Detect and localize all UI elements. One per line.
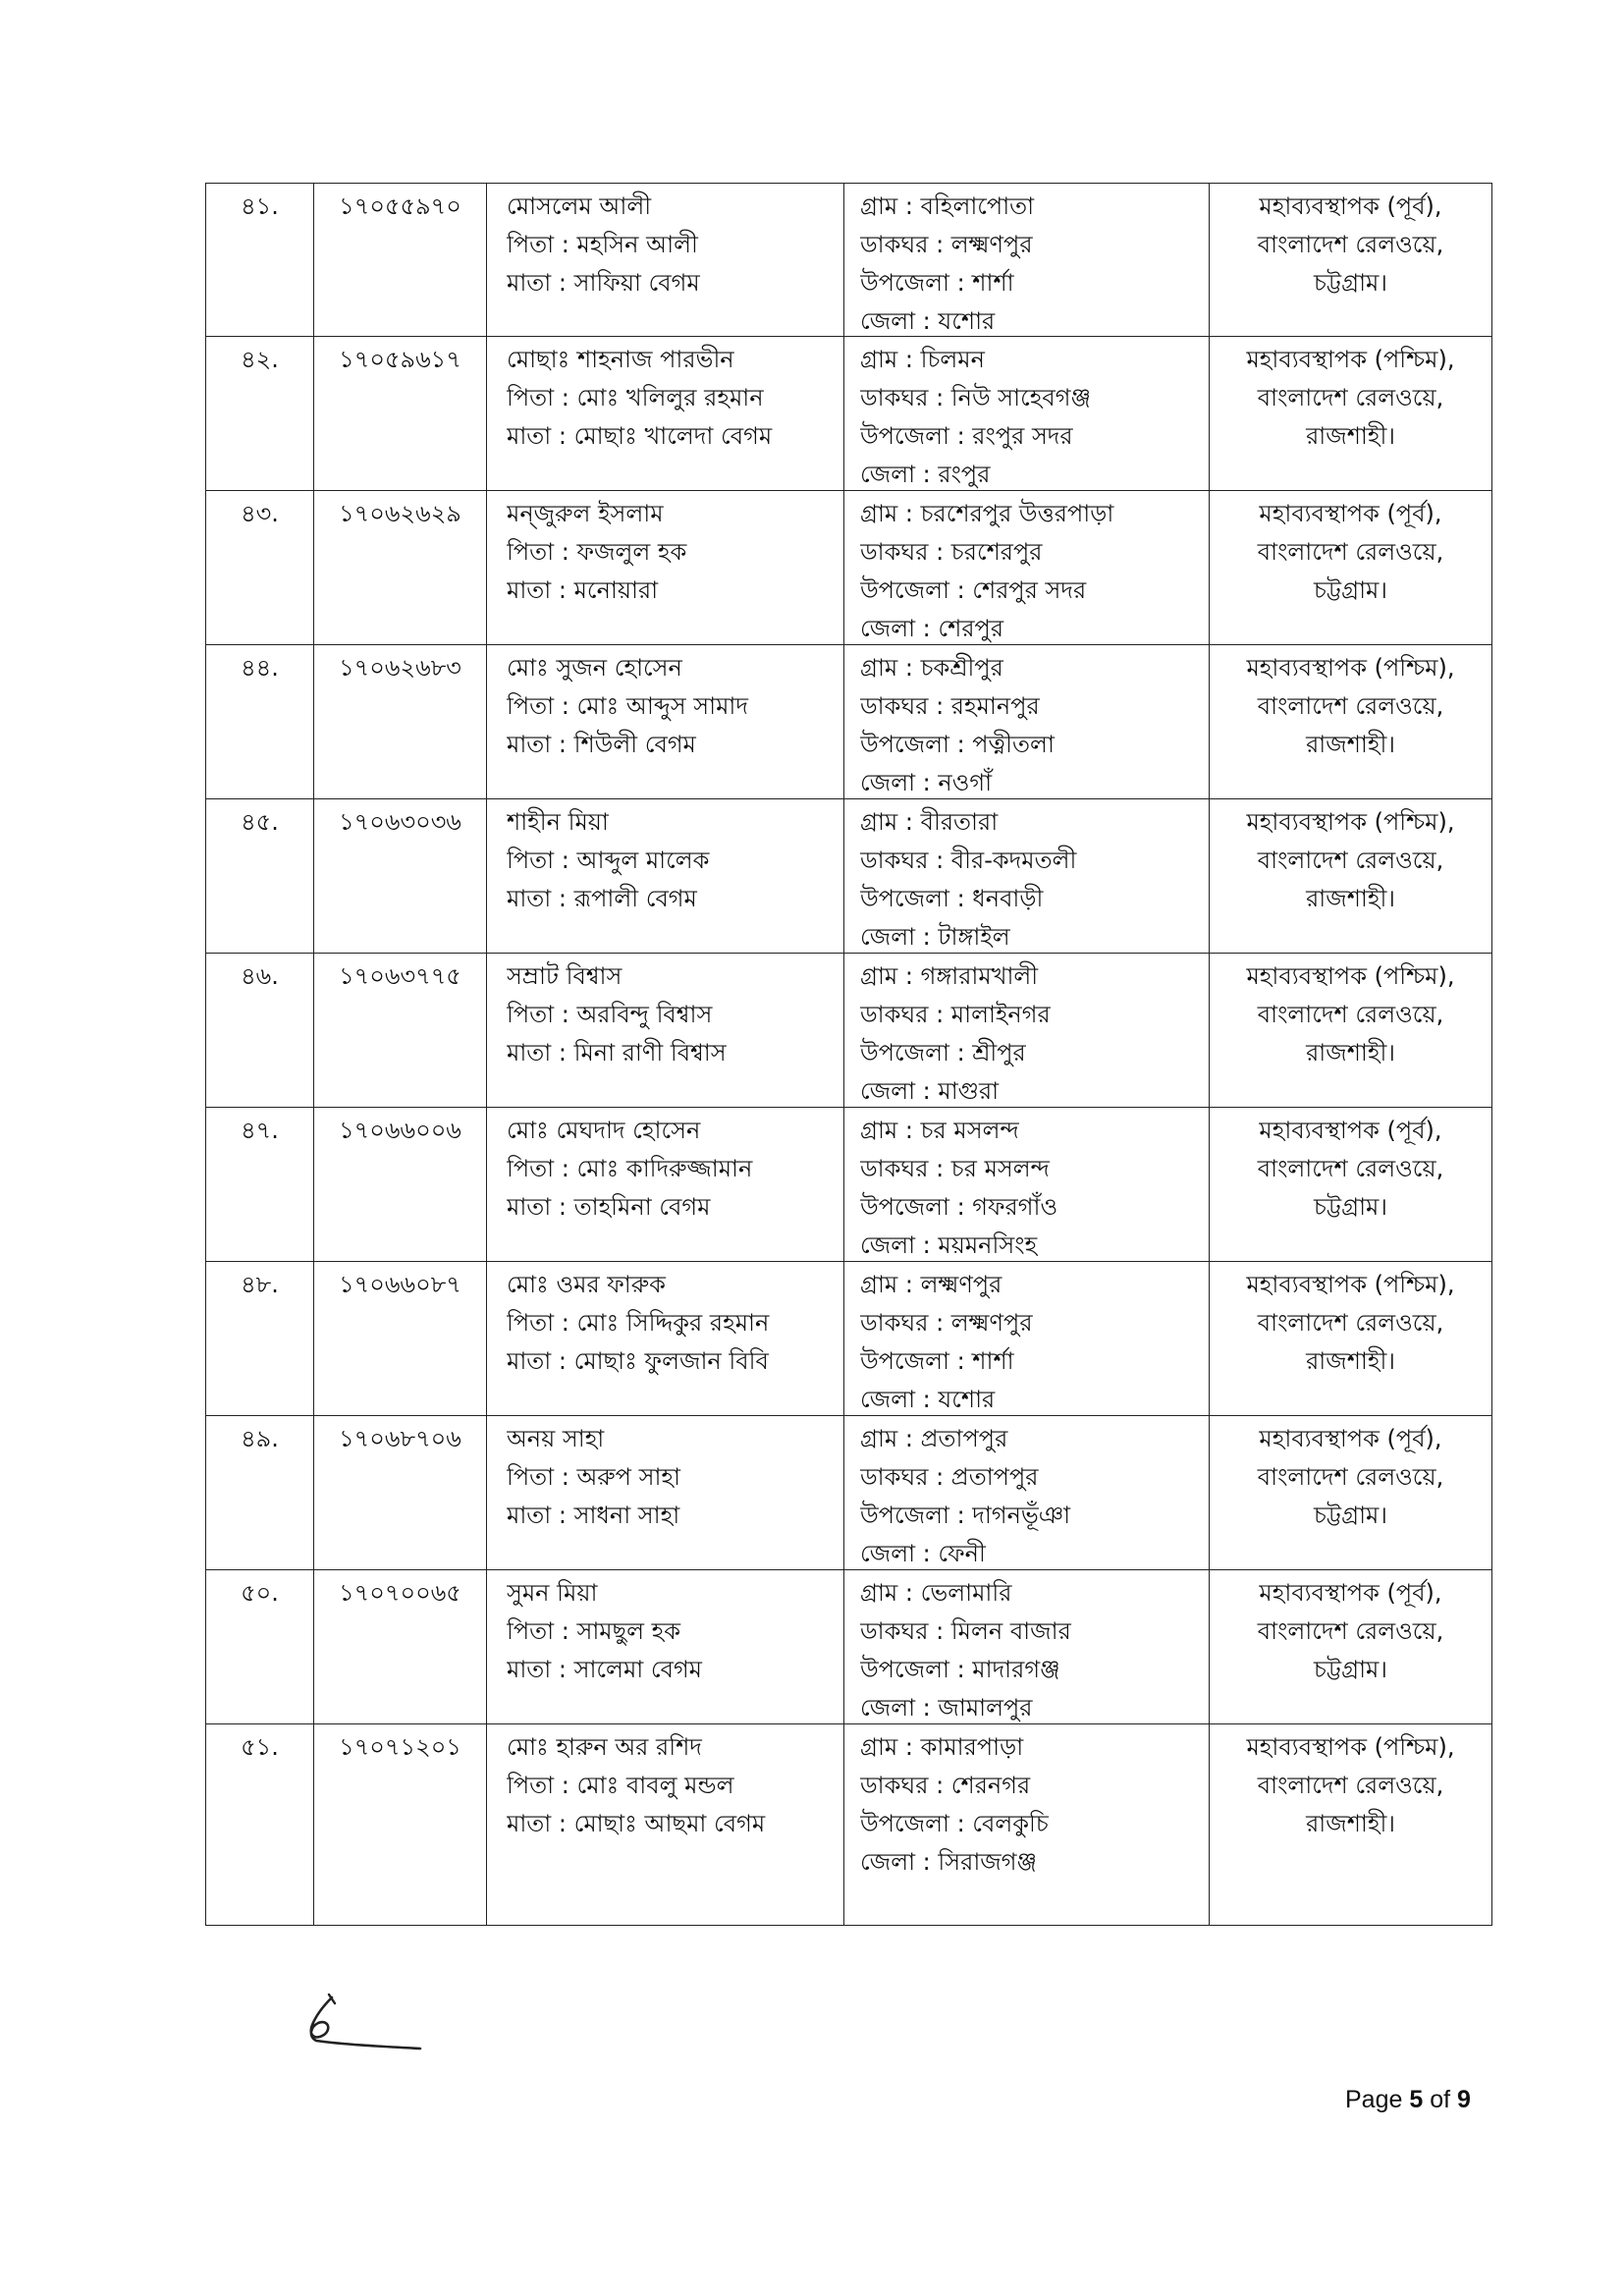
name-cell [487,954,844,1108]
roll-number-cell [314,1108,487,1262]
address-line: ডাকঘর : লক্ষ্মণপুর [860,1309,1033,1337]
serial-text: ৫১. [241,1733,279,1761]
office-line: বাংলাদেশ রেলওয়ে, [1257,692,1444,720]
roll-number-text: ১৭০৬৬০০৬ [339,1117,461,1144]
name-line: মোঃ সুজন হোসেন [507,654,682,682]
table-row [205,645,1492,799]
address-line: জেলা : যশোর [860,1386,996,1413]
address-line: জেলা : নওগাঁ [860,769,993,796]
office-line: মহাব্যবস্থাপক (পশ্চিম), [1246,346,1455,373]
office-line: রাজশাহী। [1306,731,1395,758]
address-line: উপজেলা : শার্শা [860,1347,1014,1375]
name-line: পিতা : অরুপ সাহা [507,1463,680,1491]
address-line: জেলা : জামালপুর [860,1694,1033,1722]
serial-text: ৪৯. [241,1425,279,1452]
name-line: পিতা : মোঃ কাদিরুজ্জামান [507,1155,753,1182]
table-row [205,183,1492,337]
address-line: উপজেলা : দাগনভূঁঞা [860,1502,1071,1529]
name-line: মন্জুরুল ইসলাম [507,500,664,527]
name-cell [487,645,844,799]
roll-number-cell [314,491,487,645]
address-cell [844,1570,1210,1724]
serial-text: ৪১. [241,192,279,220]
name-line: পিতা : মোঃ খলিলুর রহমান [507,384,764,411]
name-line: পিতা : অরবিন্দু বিশ্বাস [507,1001,713,1028]
serial-text: ৪২. [241,346,279,373]
name-line: শাহীন মিয়া [507,808,609,836]
name-line: মাতা : সাধনা সাহা [507,1502,680,1529]
office-line: মহাব্যবস্থাপক (পূর্ব), [1259,1579,1442,1607]
name-cell [487,183,844,337]
name-line: মাতা : তাহমিনা বেগম [507,1193,711,1221]
roll-number-cell [314,645,487,799]
office-line: চট্টগ্রাম। [1314,1502,1387,1529]
name-line: মাতা : সালেমা বেগম [507,1656,703,1683]
address-line: ডাকঘর : মালাইনগর [860,1001,1051,1028]
serial-cell [205,183,314,337]
office-line: মহাব্যবস্থাপক (পশ্চিম), [1246,962,1455,990]
serial-text: ৪৩. [241,500,279,527]
address-line: উপজেলা : শ্রীপুর [860,1039,1026,1066]
address-cell [844,1724,1210,1926]
roll-number-text: ১৭০৫৫৯৭০ [339,192,461,220]
office-line: বাংলাদেশ রেলওয়ে, [1257,1155,1444,1182]
serial-cell [205,491,314,645]
office-line: মহাব্যবস্থাপক (পশ্চিম), [1246,1271,1455,1298]
office-line: মহাব্যবস্থাপক (পূর্ব), [1259,1425,1442,1452]
office-cell [1210,1108,1492,1262]
roll-number-cell [314,1262,487,1416]
office-line: বাংলাদেশ রেলওয়ে, [1257,538,1444,566]
address-line: ডাকঘর : চর মসলন্দ [860,1155,1050,1182]
serial-cell [205,337,314,491]
signature [295,1992,432,2060]
table-row [205,1570,1492,1724]
address-line: ডাকঘর : লক্ষ্মণপুর [860,231,1033,258]
serial-cell [205,799,314,954]
address-cell [844,1416,1210,1570]
name-line: পিতা : সামছুল হক [507,1617,681,1645]
office-line: বাংলাদেশ রেলওয়ে, [1257,231,1444,258]
name-line: পিতা : মহসিন আলী [507,231,698,258]
name-line: মোঃ হারুন অর রশিদ [507,1733,702,1761]
address-line: জেলা : ফেনী [860,1540,986,1567]
roll-number-cell [314,799,487,954]
address-line: উপজেলা : রংপুর সদর [860,422,1073,450]
address-cell [844,1262,1210,1416]
address-line: উপজেলা : শার্শা [860,269,1014,297]
name-cell [487,1262,844,1416]
address-line: জেলা : শেরপুর [860,615,1004,642]
roll-number-text: ১৭০৬৩৭৭৫ [339,962,461,990]
office-line: বাংলাদেশ রেলওয়ে, [1257,1463,1444,1491]
address-line: জেলা : রংপুর [860,461,991,488]
office-cell [1210,1262,1492,1416]
name-line: মাতা : মোছাঃ আছমা বেগম [507,1810,766,1837]
address-cell [844,1108,1210,1262]
address-line: জেলা : মাগুরা [860,1077,1000,1105]
table-row [205,1724,1492,1926]
roll-number-cell [314,1724,487,1926]
address-line: উপজেলা : ধনবাড়ী [860,885,1044,912]
roll-number-text: ১৭০৭০০৬৫ [339,1579,461,1607]
address-line: জেলা : ময়মনসিংহ [860,1231,1038,1259]
roll-number-text: ১৭০৬৮৭০৬ [339,1425,461,1452]
name-line: পিতা : মোঃ বাবলু মন্ডল [507,1772,734,1799]
name-line: মোছাঃ শাহনাজ পারভীন [507,346,734,373]
table-row [205,491,1492,645]
office-cell [1210,183,1492,337]
office-line: রাজশাহী। [1306,1347,1395,1375]
address-line: উপজেলা : মাদারগঞ্জ [860,1656,1060,1683]
name-line: পিতা : আব্দুল মালেক [507,847,710,874]
name-cell [487,1724,844,1926]
serial-cell [205,954,314,1108]
name-cell [487,1416,844,1570]
name-line: পিতা : মোঃ সিদ্দিকুর রহমান [507,1309,770,1337]
address-line: গ্রাম : গঙ্গারামখালী [860,962,1039,990]
address-line: গ্রাম : কামারপাড়া [860,1733,1024,1761]
office-line: রাজশাহী। [1306,885,1395,912]
office-cell [1210,799,1492,954]
address-line: উপজেলা : বেলকুচি [860,1810,1049,1837]
address-line: ডাকঘর : রহমানপুর [860,692,1040,720]
address-line: ডাকঘর : চরশেরপুর [860,538,1043,566]
roll-number-text: ১৭০৬২৬২৯ [339,500,461,527]
address-line: জেলা : টাঙ্গাইল [860,923,1010,951]
name-line: মাতা : সাফিয়া বেগম [507,269,700,297]
name-cell [487,491,844,645]
candidate-table [205,183,1492,1926]
name-line: সম্রাট বিশ্বাস [507,962,623,990]
roll-number-text: ১৭০৬৩০৩৬ [339,808,461,836]
address-cell [844,799,1210,954]
page-current: 5 [1409,2086,1424,2113]
address-line: উপজেলা : পত্নীতলা [860,731,1055,758]
office-line: রাজশাহী। [1306,1810,1395,1837]
name-line: অনয় সাহা [507,1425,605,1452]
serial-text: ৪৬. [241,962,279,990]
office-line: চট্টগ্রাম। [1314,1193,1387,1221]
office-line: রাজশাহী। [1306,1039,1395,1066]
office-line: মহাব্যবস্থাপক (পূর্ব), [1259,500,1442,527]
address-line: ডাকঘর : মিলন বাজার [860,1617,1071,1645]
address-cell [844,645,1210,799]
address-line: গ্রাম : ভেলামারি [860,1579,1012,1607]
address-line: গ্রাম : বহিলাপোতা [860,192,1035,220]
table-row [205,1108,1492,1262]
name-line: পিতা : মোঃ আব্দুস সামাদ [507,692,748,720]
office-line: চট্টগ্রাম। [1314,269,1387,297]
name-line: মাতা : মিনা রাণী বিশ্বাস [507,1039,727,1066]
name-cell [487,799,844,954]
serial-text: ৫০. [241,1579,279,1607]
roll-number-cell [314,954,487,1108]
office-line: বাংলাদেশ রেলওয়ে, [1257,384,1444,411]
office-line: বাংলাদেশ রেলওয়ে, [1257,1001,1444,1028]
name-line: মাতা : শিউলী বেগম [507,731,696,758]
address-line: জেলা : যশোর [860,307,996,335]
office-line: বাংলাদেশ রেলওয়ে, [1257,1309,1444,1337]
name-line: মোঃ মেঘদাদ হোসেন [507,1117,701,1144]
roll-number-cell [314,1570,487,1724]
address-line: গ্রাম : লক্ষ্মণপুর [860,1271,1002,1298]
address-line: ডাকঘর : প্রতাপপুর [860,1463,1039,1491]
office-line: চট্টগ্রাম। [1314,1656,1387,1683]
name-line: মাতা : মনোয়ারা [507,576,659,604]
office-cell [1210,954,1492,1108]
roll-number-cell [314,1416,487,1570]
address-line: ডাকঘর : শেরনগর [860,1772,1031,1799]
name-cell [487,1108,844,1262]
address-line: গ্রাম : চর মসলন্দ [860,1117,1019,1144]
name-cell [487,337,844,491]
name-line: পিতা : ফজলুল হক [507,538,687,566]
office-line: বাংলাদেশ রেলওয়ে, [1257,1617,1444,1645]
address-line: গ্রাম : প্রতাপপুর [860,1425,1008,1452]
name-line: মোসলেম আলী [507,192,652,220]
office-cell [1210,1724,1492,1926]
office-line: মহাব্যবস্থাপক (পূর্ব), [1259,192,1442,220]
name-line: মোঃ ওমর ফারুক [507,1271,666,1298]
serial-text: ৪৮. [241,1271,279,1298]
office-cell [1210,1570,1492,1724]
roll-number-cell [314,183,487,337]
address-line: জেলা : সিরাজগঞ্জ [860,1848,1037,1876]
address-line: গ্রাম : চকশ্রীপুর [860,654,1003,682]
office-line: চট্টগ্রাম। [1314,576,1387,604]
address-cell [844,491,1210,645]
roll-number-text: ১৭০৬২৬৮৩ [339,654,461,682]
roll-number-cell [314,337,487,491]
address-cell [844,183,1210,337]
page-word: Page [1345,2086,1403,2113]
table-row [205,337,1492,491]
roll-number-text: ১৭০৬৬০৮৭ [339,1271,461,1298]
name-line: সুমন মিয়া [507,1579,598,1607]
table-row [205,799,1492,954]
serial-text: ৪৪. [241,654,279,682]
roll-number-text: ১৭০৭১২০১ [339,1733,461,1761]
table-row [205,1416,1492,1570]
serial-cell [205,1262,314,1416]
address-line: ডাকঘর : বীর-কদমতলী [860,847,1077,874]
serial-cell [205,645,314,799]
address-line: উপজেলা : গফরগাঁও [860,1193,1058,1221]
office-line: বাংলাদেশ রেলওয়ে, [1257,1772,1444,1799]
office-line: মহাব্যবস্থাপক (পশ্চিম), [1246,808,1455,836]
office-cell [1210,1416,1492,1570]
serial-text: ৪৫. [241,808,279,836]
name-line: মাতা : মোছাঃ ফুলজান বিবি [507,1347,769,1375]
address-line: গ্রাম : চরশেরপুর উত্তরপাড়া [860,500,1114,527]
address-line: উপজেলা : শেরপুর সদর [860,576,1087,604]
roll-number-text: ১৭০৫৯৬১৭ [339,346,461,373]
office-line: মহাব্যবস্থাপক (পশ্চিম), [1246,1733,1455,1761]
serial-cell [205,1416,314,1570]
name-cell [487,1570,844,1724]
table-row [205,1262,1492,1416]
name-line: মাতা : মোছাঃ খালেদা বেগম [507,422,773,450]
page-number [1345,2086,1471,2114]
name-line: মাতা : রূপালী বেগম [507,885,697,912]
address-line: ডাকঘর : নিউ সাহেবগঞ্জ [860,384,1091,411]
office-line: রাজশাহী। [1306,422,1395,450]
serial-cell [205,1724,314,1926]
office-cell [1210,491,1492,645]
address-line: গ্রাম : বীরতারা [860,808,999,836]
serial-cell [205,1108,314,1262]
address-cell [844,337,1210,491]
office-line: মহাব্যবস্থাপক (পূর্ব), [1259,1117,1442,1144]
of-word: of [1430,2086,1451,2113]
office-line: মহাব্যবস্থাপক (পশ্চিম), [1246,654,1455,682]
office-line: বাংলাদেশ রেলওয়ে, [1257,847,1444,874]
serial-cell [205,1570,314,1724]
office-cell [1210,645,1492,799]
table-row [205,954,1492,1108]
page-total: 9 [1457,2086,1471,2113]
address-line: গ্রাম : চিলমন [860,346,985,373]
office-cell [1210,337,1492,491]
serial-text: ৪৭. [241,1117,279,1144]
address-cell [844,954,1210,1108]
